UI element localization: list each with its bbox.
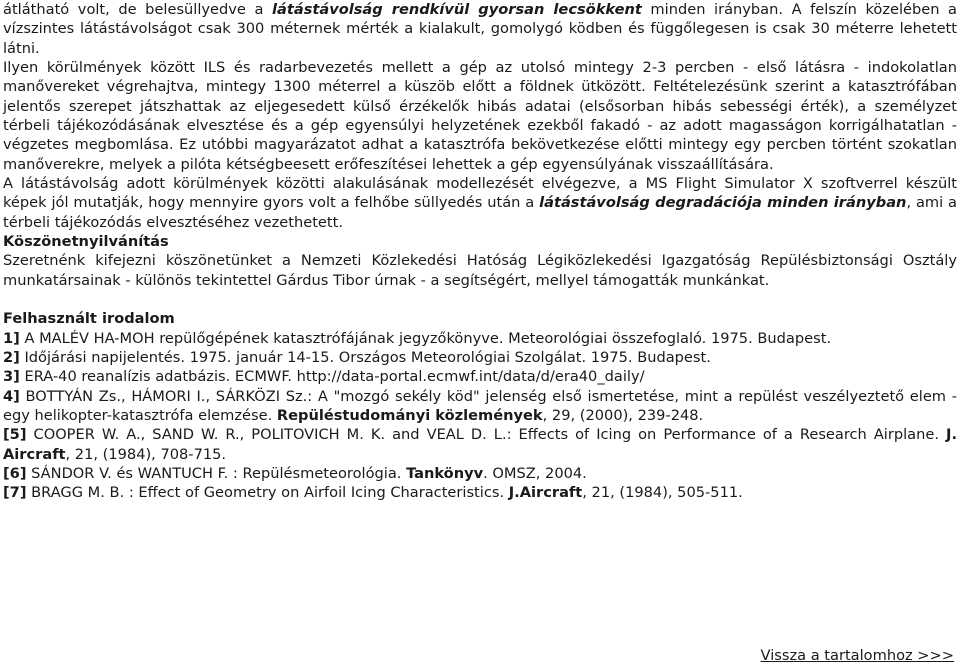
reference-6: [6] SÁNDOR V. és WANTUCH F. : Repülésmeteorológia. Tankönyv. OMSZ, 2004. [3, 464, 587, 482]
conditions-paragraph: Ilyen körülmények között ILS és radarbevezetés mellett a gép az utolsó mintegy 2-3 percben - első látásra - indokolatlan manővereket végrehajtva, mintegy 1300 méterrel a küszöb előtt a földnek ütközött. Feltételezésünk szerint a katasztrófában jelentős szerepet játszhattak az eljegesedett külső érzékelők hibás adatai (elsősorban hibás sebességi érték), a személyzet térbeli tájékozódásának elvesztése és a gép egyensúlyi helyzetének ezekből fakadó - az adott magasságon korrigálhatatlan - végzetes megbomlása. Ez utóbbi magyarázatot adhat a katasztrófa bekövetkezése előtti mintegy egy percben történt szokatlan manőverekre, melyek a pilóta kétségbeesett erőfeszítései lehettek a gép egyensúlyának visszaállítására. [3, 59, 957, 173]
reference-7: [7] BRAGG M. B. : Effect of Geometry on Airfoil Icing Characteristics. J.Aircraft, 21, (1984), 505-511. [3, 484, 743, 502]
reference-5: [5] COOPER W. A., SAND W. R., POLITOVICH M. K. and VEAL D. L.: Effects of Icing on Performance of a Research Airplane. J. Aircraft, 21, (1984), 708-715. [3, 426, 957, 463]
reference-2: 2] Időjárási napijelentés. 1975. január 14-15. Országos Meteorológiai Szolgálat. 1975. Budapest. [3, 348, 711, 366]
reference-1: 1] A MALÉV HA-MOH repülőgépének katasztrófájának jegyzőkönyve. Meteorológiai összefoglaló. 1975. Budapest. [3, 329, 832, 347]
simulation-paragraph: A látástávolság adott körülmények közötti alakulásának modellezését elvégezve, a MS Flight Simulator X szoftverrel készült képek jól mutatják, hogy mennyire gyors volt a felhőbe süllyedés után a látástávolság degradációja minden irányban, ami a térbeli tájékozódás elvesztéséhez vezethetett. [3, 175, 957, 231]
back-to-contents-link[interactable]: Vissza a tartalomhoz >>> [760, 647, 954, 664]
reference-4: 4] BOTTYÁN Zs., HÁMORI I., SÁRKÖZI Sz.: A "mozgó sekély köd" jelenség első ismertetése, mint a repülést veszélyeztető elem - egy helikopter-katasztrófa elemzése. Repüléstudományi közlemények, 29, (2000), 239-248. [3, 387, 957, 424]
degradation-emphasis: látástávolság degradációja minden irányban [539, 194, 907, 212]
visibility-emphasis: látástávolság rendkívül gyorsan lecsökkent [272, 1, 642, 18]
intro-paragraph: átlátható volt, de belesüllyedve a látástávolság rendkívül gyorsan lecsökkent minden irányban. A felszín közelében a vízszintes látástávolságot csak 300 méternek mérték a kialakult, gomolygó ködben és függőlegesen is csak 30 méterre lehetett látni. [3, 1, 957, 57]
section-spacer [3, 290, 957, 309]
acknowledgement-text: Szeretnénk kifejezni köszönetünket a Nemzeti Közlekedési Hatóság Légiközlekedési Igazgatóság Repülésbiztonsági Osztály munkatársainak - különös tekintettel Gárdus Tibor úrnak - a segítségért, mellyel támogatták munkánkat. [3, 252, 957, 289]
acknowledgement-heading: Köszönetnyilvánítás [3, 233, 169, 251]
references-heading: Felhasznált irodalom [3, 310, 175, 328]
reference-3: 3] ERA-40 reanalízis adatbázis. ECMWF. http://data-portal.ecmwf.int/data/d/era40_daily/ [3, 368, 645, 386]
